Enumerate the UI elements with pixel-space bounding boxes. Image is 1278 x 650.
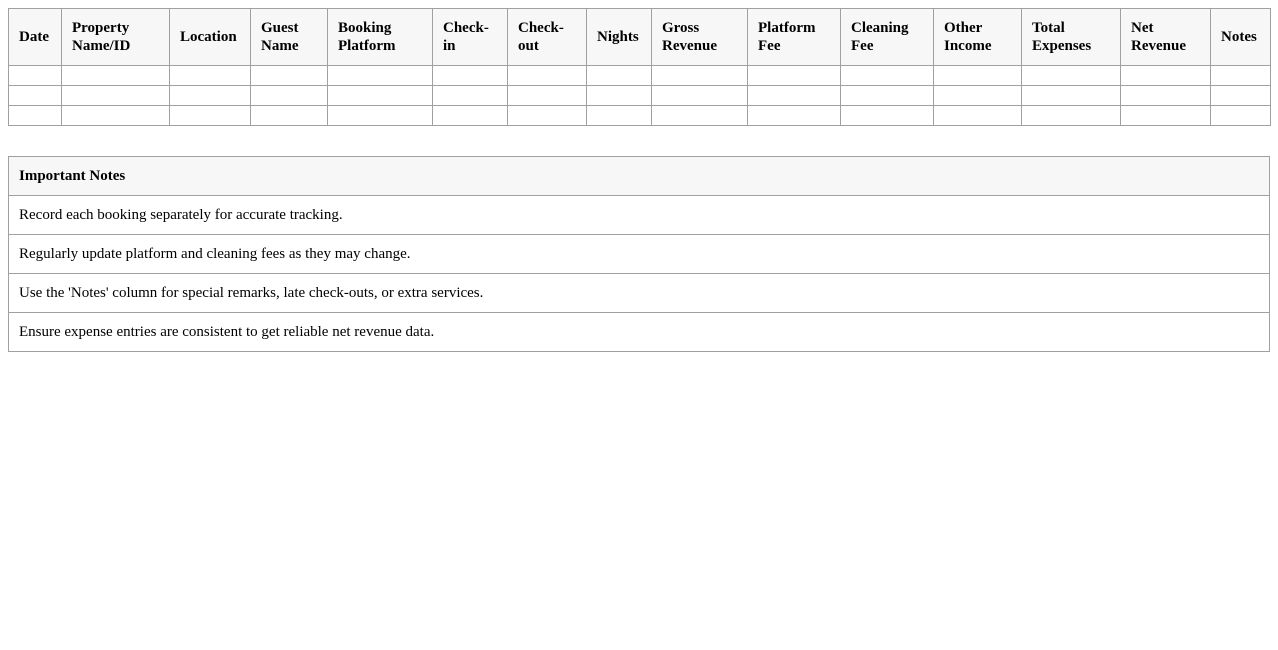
table-cell[interactable]	[433, 86, 508, 106]
note-row	[9, 196, 1270, 235]
header-platform-fee: Platform Fee	[748, 9, 841, 66]
table-cell[interactable]	[170, 86, 251, 106]
header-date: Date	[9, 9, 62, 66]
table-row	[9, 86, 1271, 106]
table-cell[interactable]	[748, 106, 841, 126]
table-cell[interactable]	[841, 106, 934, 126]
table-cell[interactable]	[170, 106, 251, 126]
table-cell[interactable]	[1022, 86, 1121, 106]
note-row	[9, 313, 1270, 352]
table-cell[interactable]	[9, 106, 62, 126]
header-gross-revenue: Gross Revenue	[652, 9, 748, 66]
header-check-out: Check- out	[508, 9, 587, 66]
note-row	[9, 274, 1270, 313]
header-booking-platform: Booking Platform	[328, 9, 433, 66]
table-row	[9, 66, 1271, 86]
header-check-in: Check- in	[433, 9, 508, 66]
table-cell[interactable]	[62, 86, 170, 106]
table-cell[interactable]	[587, 66, 652, 86]
table-cell[interactable]	[1022, 66, 1121, 86]
table-cell[interactable]	[748, 66, 841, 86]
table-cell[interactable]	[9, 86, 62, 106]
table-cell[interactable]	[433, 66, 508, 86]
header-row	[9, 9, 1271, 66]
header-net-revenue: Net Revenue	[1121, 9, 1211, 66]
table-cell[interactable]	[1211, 66, 1271, 86]
header-other-income: Other Income	[934, 9, 1022, 66]
notes-title: Important Notes	[9, 157, 1270, 196]
table-cell[interactable]	[508, 86, 587, 106]
page-content	[8, 8, 1270, 352]
table-cell[interactable]	[1121, 106, 1211, 126]
table-cell[interactable]	[508, 106, 587, 126]
table-cell[interactable]	[1121, 66, 1211, 86]
table-cell[interactable]	[748, 86, 841, 106]
table-cell[interactable]	[652, 66, 748, 86]
note-item: Use the 'Notes' column for special remarks, late check-outs, or extra services.	[9, 274, 1270, 313]
table-cell[interactable]	[934, 86, 1022, 106]
table-cell[interactable]	[841, 66, 934, 86]
header-cleaning-fee: Cleaning Fee	[841, 9, 934, 66]
note-row	[9, 235, 1270, 274]
notes-header-row	[9, 157, 1270, 196]
table-cell[interactable]	[1022, 106, 1121, 126]
note-item: Ensure expense entries are consistent to get reliable net revenue data.	[9, 313, 1270, 352]
table-cell[interactable]	[934, 66, 1022, 86]
table-cell[interactable]	[328, 86, 433, 106]
table-cell[interactable]	[328, 106, 433, 126]
table-cell[interactable]	[1121, 86, 1211, 106]
table-cell[interactable]	[328, 66, 433, 86]
table-cell[interactable]	[170, 66, 251, 86]
table-cell[interactable]	[934, 106, 1022, 126]
table-cell[interactable]	[9, 66, 62, 86]
header-notes: Notes	[1211, 9, 1271, 66]
table-cell[interactable]	[62, 106, 170, 126]
table-cell[interactable]	[841, 86, 934, 106]
header-property-name-id: Property Name/ID	[62, 9, 170, 66]
table-cell[interactable]	[508, 66, 587, 86]
table-cell[interactable]	[251, 106, 328, 126]
header-guest-name: Guest Name	[251, 9, 328, 66]
important-notes-table	[8, 156, 1270, 352]
table-cell[interactable]	[433, 106, 508, 126]
table-cell[interactable]	[652, 86, 748, 106]
table-cell[interactable]	[1211, 86, 1271, 106]
table-cell[interactable]	[251, 86, 328, 106]
note-item: Regularly update platform and cleaning fees as they may change.	[9, 235, 1270, 274]
table-cell[interactable]	[1211, 106, 1271, 126]
header-total-expenses: Total Expenses	[1022, 9, 1121, 66]
note-item: Record each booking separately for accurate tracking.	[9, 196, 1270, 235]
booking-rows	[9, 66, 1271, 126]
header-nights: Nights	[587, 9, 652, 66]
table-cell[interactable]	[251, 66, 328, 86]
table-row	[9, 106, 1271, 126]
table-cell[interactable]	[62, 66, 170, 86]
table-cell[interactable]	[587, 86, 652, 106]
bookings-table	[8, 8, 1271, 126]
header-location: Location	[170, 9, 251, 66]
table-cell[interactable]	[652, 106, 748, 126]
table-cell[interactable]	[587, 106, 652, 126]
